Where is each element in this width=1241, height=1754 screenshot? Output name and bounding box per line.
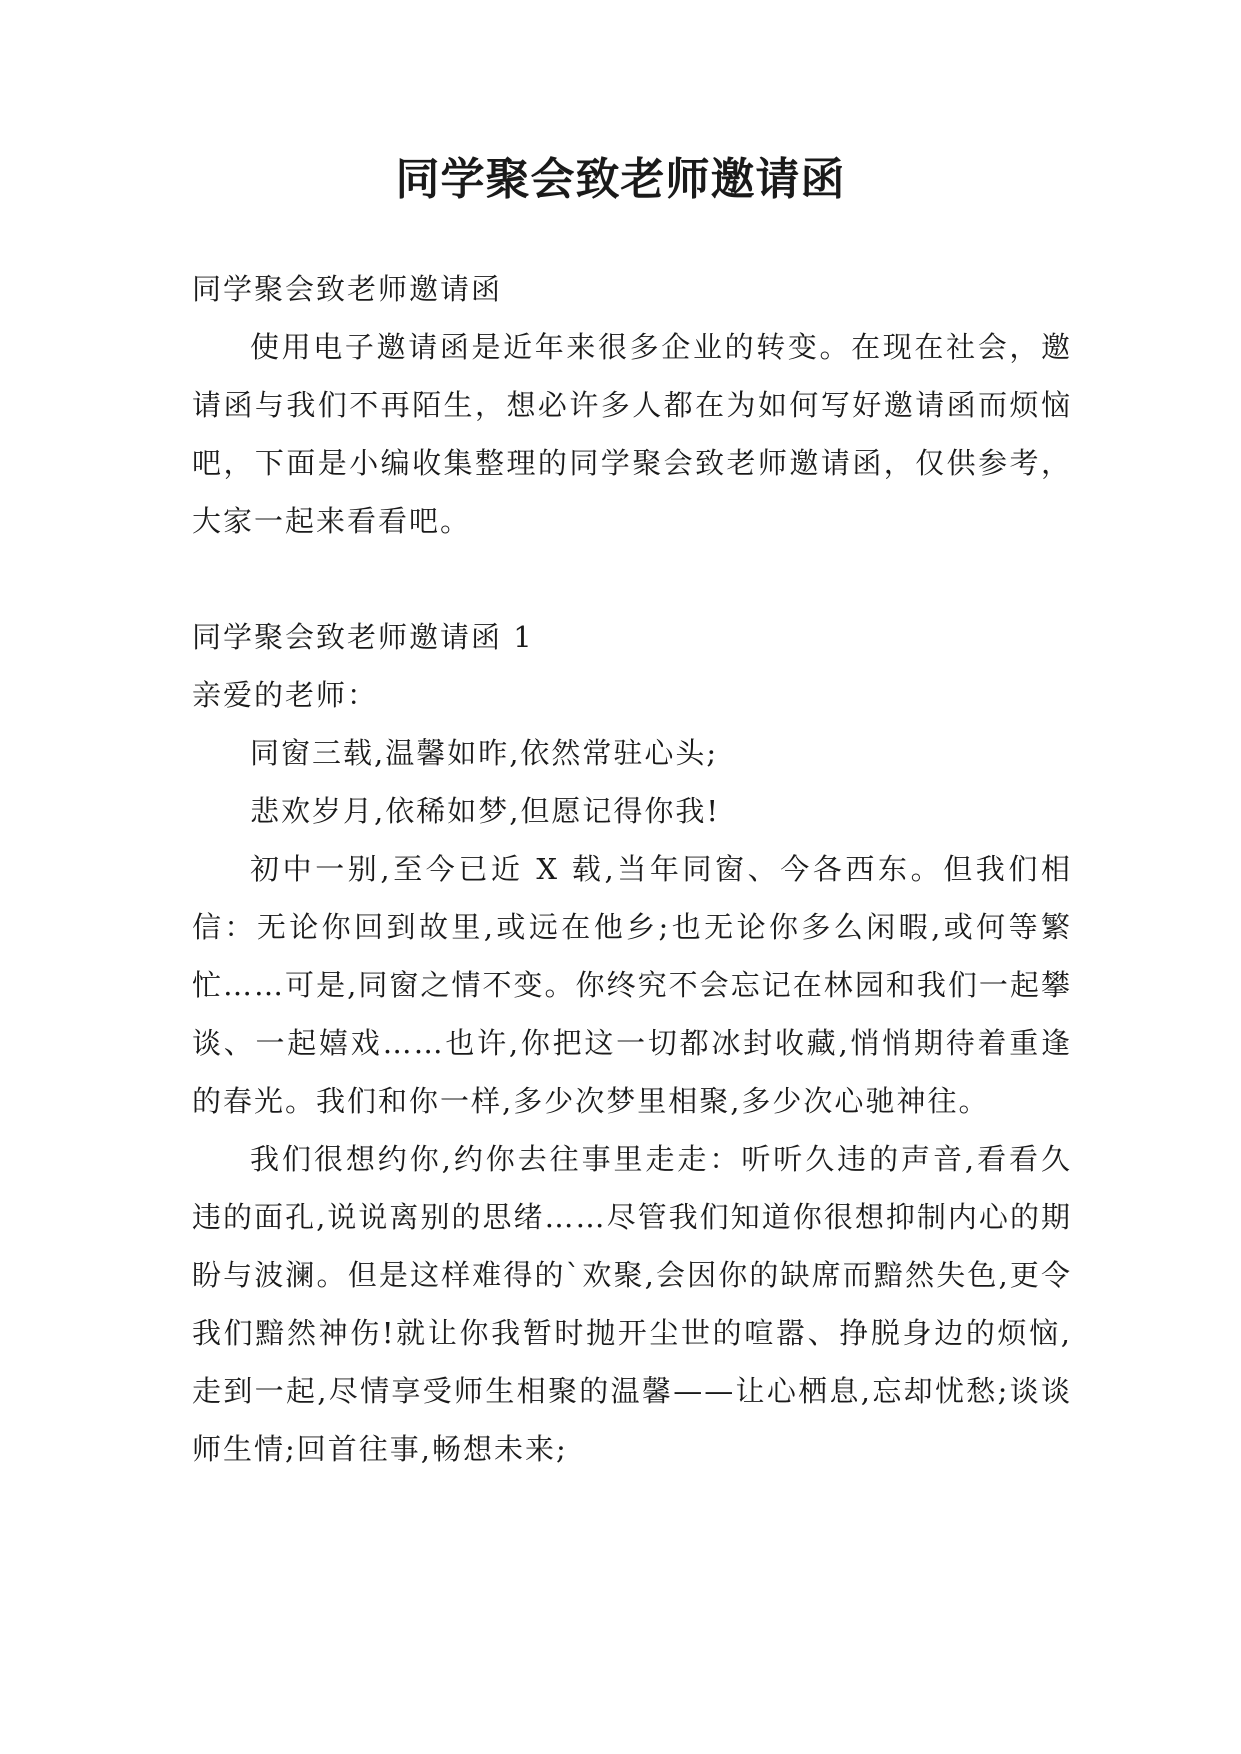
paragraph-gap xyxy=(192,550,1072,608)
letter-paragraph-3: 初中一别,至今已近 X 载,当年同窗、今各西东。但我们相信：无论你回到故里,或远在他乡;也无论你多么闲暇,或何等繁忙……可是,同窗之情不变。你终究不会忘记在林园和我们一起攀谈、一起嬉戏……也许,你把这一切都冰封收藏,悄悄期待着重逢的春光。我们和你一样,多少次梦里相聚,多少次心驰神往。 xyxy=(192,852,1072,1118)
document-title: 同学聚会致老师邀请函 xyxy=(395,154,846,205)
document-body xyxy=(192,260,1072,1478)
section-heading: 同学聚会致老师邀请函 1 xyxy=(192,620,534,654)
letter-paragraph-2: 悲欢岁月,依稀如梦,但愿记得你我! xyxy=(250,794,721,828)
letter-paragraph-4: 我们很想约你,约你去往事里走走：听听久违的声音,看看久违的面孔,说说离别的思绪……尽管我们知道你很想抑制内心的期盼与波澜。但是这样难得的`欢聚,会因你的缺席而黯然失色,更令我们黯然神伤!就让你我暂时抛开尘世的喧嚣、挣脱身边的烦恼,走到一起,尽情享受师生相聚的温馨——让心栖息,忘却忧愁;谈谈师生情;回首往事,畅想未来; xyxy=(192,1142,1072,1466)
document-subtitle: 同学聚会致老师邀请函 xyxy=(192,272,503,306)
salutation: 亲爱的老师： xyxy=(192,678,379,712)
intro-paragraph: 使用电子邀请函是近年来很多企业的转变。在现在社会，邀请函与我们不再陌生，想必许多人都在为如何写好邀请函而烦恼吧，下面是小编收集整理的同学聚会致老师邀请函，仅供参考，大家一起来看看吧。 xyxy=(192,330,1072,538)
letter-paragraph-1: 同窗三载,温馨如昨,依然常驻心头; xyxy=(250,736,719,770)
